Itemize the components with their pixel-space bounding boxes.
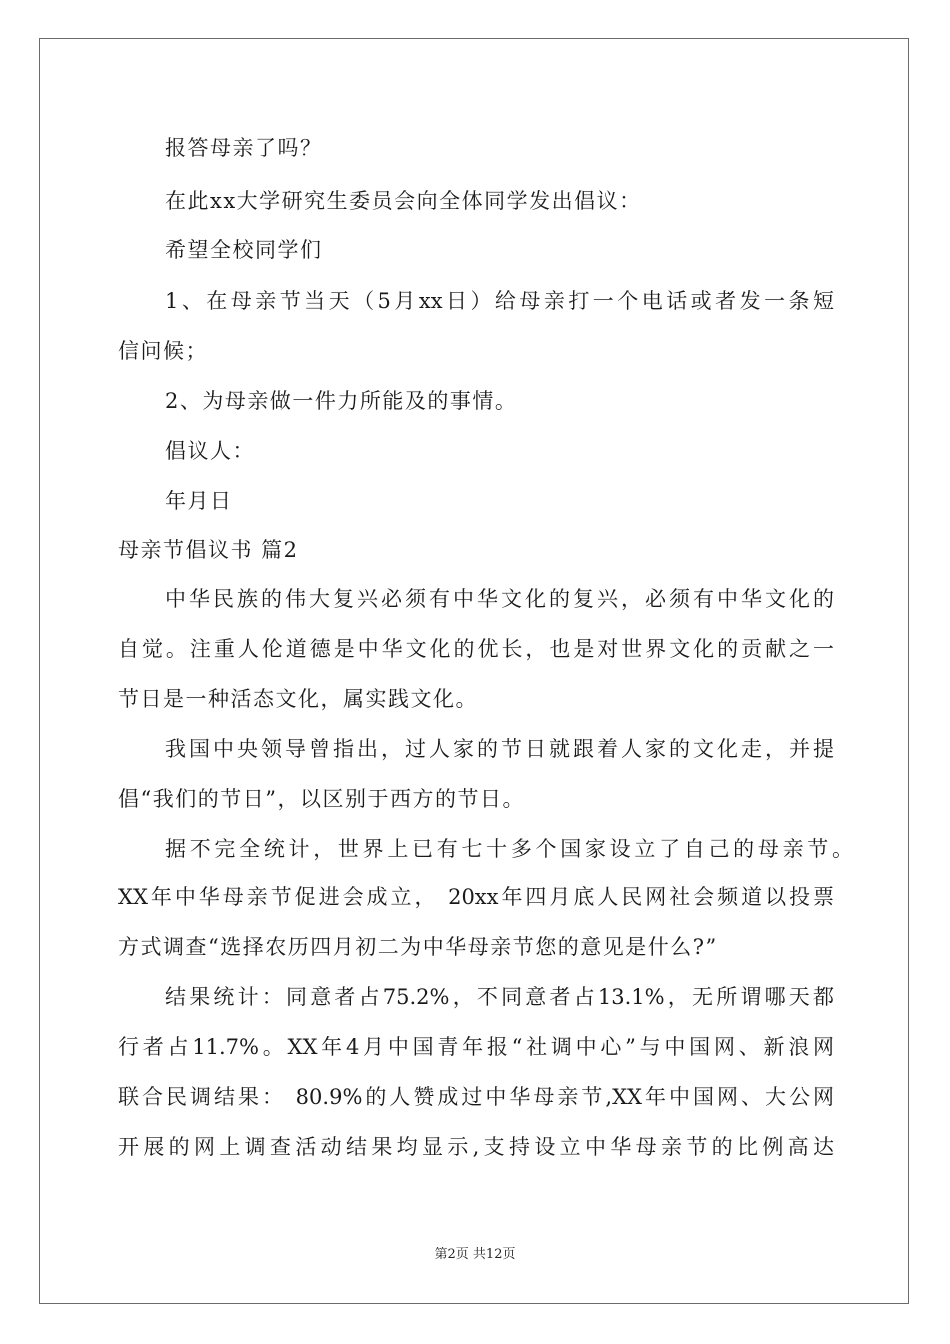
paragraph-line: 据不完全统计，世界上已有七十多个国家设立了自己的母亲节。 xyxy=(165,837,853,861)
paragraph-line: 报答母亲了吗？ xyxy=(165,136,323,160)
paragraph-line: 开展的网上调查活动结果均显示,支持设立中华母亲节的比例高达 xyxy=(118,1135,834,1159)
paragraph-line: 倡“我们的节日”，以区别于西方的节日。 xyxy=(118,787,525,811)
paragraph-line: 方式调查“选择农历四月初二为中华母亲节您的意见是什么?” xyxy=(118,935,718,959)
paragraph-line: 2、为母亲做一件力所能及的事情。 xyxy=(165,389,518,413)
section-heading: 母亲节倡议书 篇2 xyxy=(118,538,299,562)
paragraph-line: 在此xx大学研究生委员会向全体同学发出倡议： xyxy=(165,189,642,213)
paragraph-line: 倡议人： xyxy=(165,439,255,463)
paragraph-line: 节日是一种活态文化，属实践文化。 xyxy=(118,687,478,711)
paragraph-line: 信问候； xyxy=(118,339,208,363)
paragraph-line: 年月日 xyxy=(165,489,233,513)
paragraph-line: XX年中华母亲节促进会成立， 20xx年四月底人民网社会频道以投票 xyxy=(118,885,834,909)
paragraph-line: 希望全校同学们 xyxy=(165,238,323,262)
paragraph-line: 1、在母亲节当天（5月xx日）给母亲打一个电话或者发一条短 xyxy=(165,289,834,313)
paragraph-line: 联合民调结果： 80.9%的人赞成过中华母亲节,XX年中国网、大公网 xyxy=(118,1085,834,1109)
page-number-footer: 第2页 共12页 xyxy=(434,1247,516,1262)
paragraph-line: 中华民族的伟大复兴必须有中华文化的复兴，必须有中华文化的 xyxy=(165,587,834,611)
paragraph-line: 我国中央领导曾指出，过人家的节日就跟着人家的文化走，并提 xyxy=(165,737,834,761)
paragraph-line: 结果统计：同意者占75.2%，不同意者占13.1%，无所谓哪天都 xyxy=(165,985,834,1009)
paragraph-line: 自觉。注重人伦道德是中华文化的优长，也是对世界文化的贡献之一 xyxy=(118,637,834,661)
page-border xyxy=(39,38,909,1304)
paragraph-line: 行者占11.7%。XX年4月中国青年报“社调中心”与中国网、新浪网 xyxy=(118,1035,834,1059)
